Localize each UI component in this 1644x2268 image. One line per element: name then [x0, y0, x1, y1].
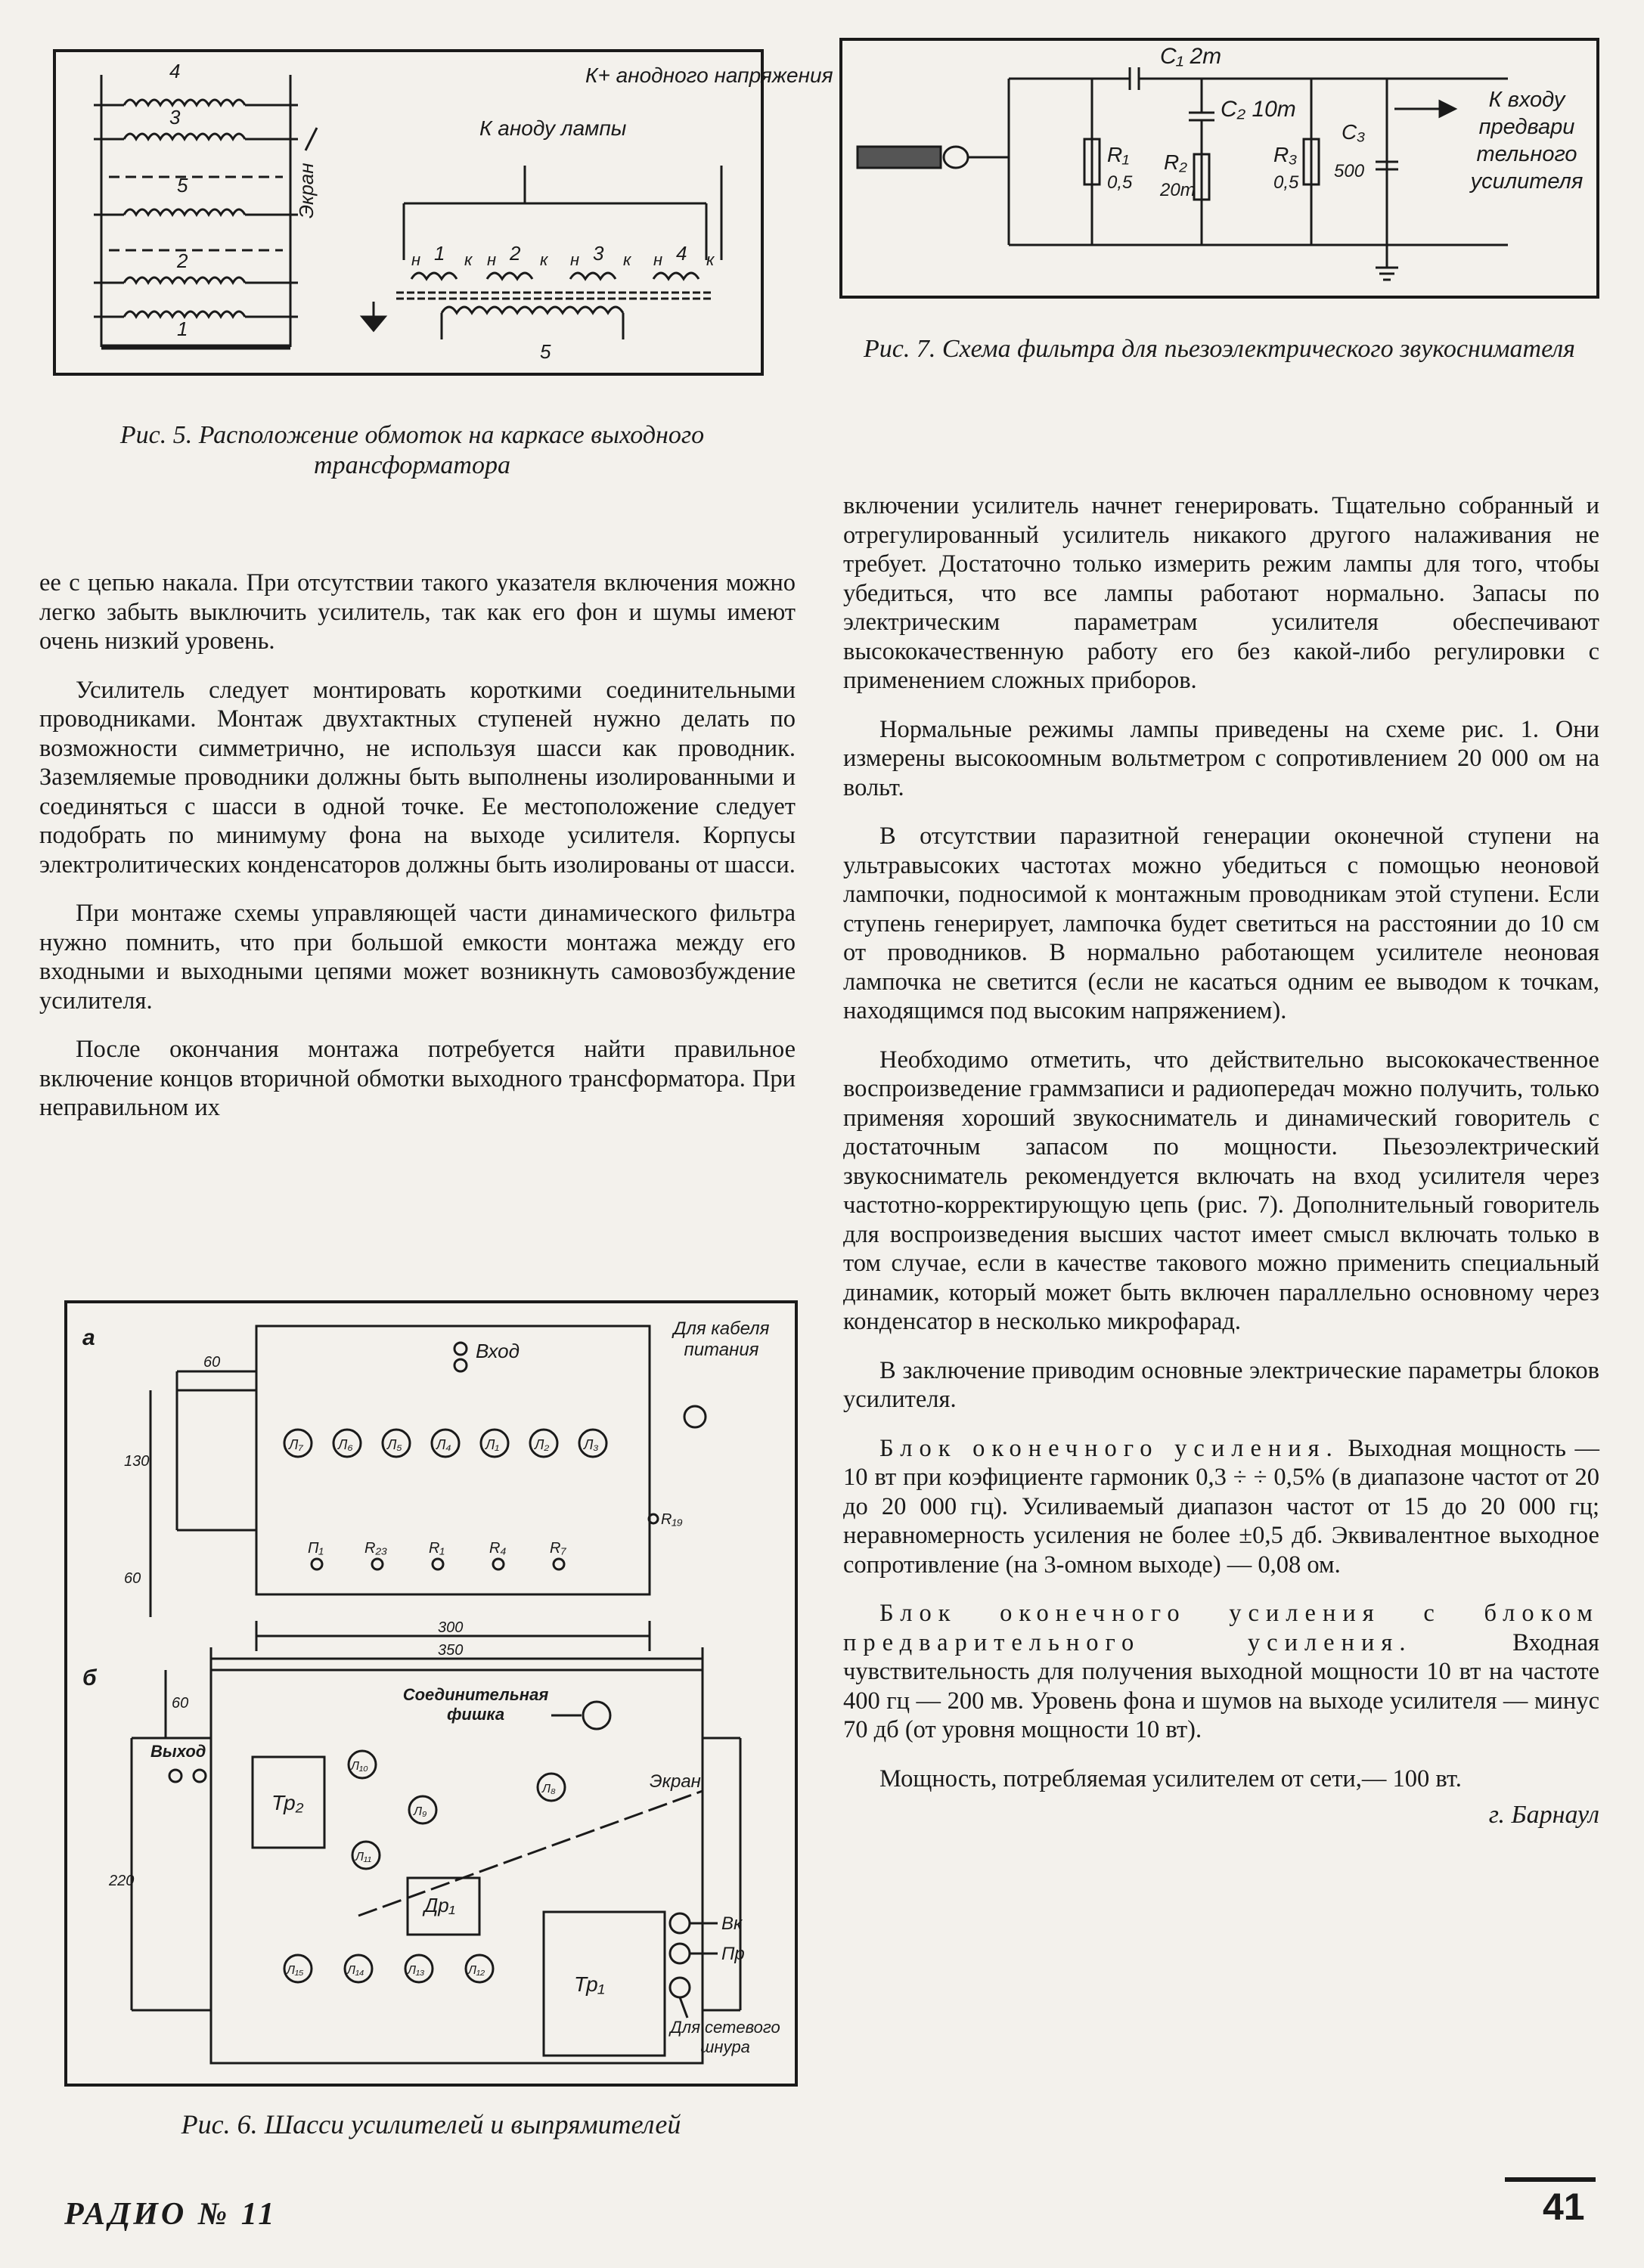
figure-6-frame [64, 1300, 798, 2087]
fig6-lamp-b-bottom-2: Л₁₄ [347, 1964, 364, 1977]
right-column [843, 491, 1599, 1830]
fig7-c2-label: C₂ 10т [1221, 97, 1296, 122]
right-paragraph-5: В заключение приводим основные электрические параметры блоков усилителя. [843, 1356, 1599, 1413]
fig5-section-3-k: к [623, 250, 631, 269]
fig5-winding-4: 4 [169, 60, 181, 82]
fig6-r19-label: R₁₉ [661, 1511, 683, 1528]
fig7-r3-value: 0,5 [1273, 172, 1299, 193]
fig6-pr-label: Пр [721, 1944, 745, 1964]
left-paragraph-3: При монтаже схемы управляющей части динамического фильтра нужно помнить, что при большой емкости монтажа между его входными и выходными цепями может возникнуть самовозбуждение усилителя. [39, 900, 796, 1015]
fig6-dim-60c: 60 [172, 1695, 189, 1712]
fig6-cable-label: Для кабеля питания [673, 1318, 770, 1360]
fig6-tr1-label: Тр₁ [574, 1972, 605, 1996]
left-paragraph-2: Усилитель следует монтировать короткими соединительными проводниками. Монтаж двухтактных ступеней нужно делать по возможности симметрично, не используя шасси как проводник. Заземляемые проводники должны быть выполнены изолированными и соединяться с шасси в одной точке. Ее местоположение следует подобрать по минимуму фона на выходе усилителя. Корпусы электролитических конденсаторов должны быть изолированы от шасси. [39, 676, 796, 878]
fig6-dim-60a: 60 [203, 1354, 221, 1371]
spec-2-body: Входная чувствительность для получения выходной мощности 10 вт на частоте 400 гц — 200 мв. Уровень фона и шумов на выходе усилителя — минус 70 дб (от уровня мощности 10 вт). [843, 1628, 1600, 1743]
fig6-bottom-3: R₁ [429, 1540, 445, 1557]
fig5-winding-5: 5 [177, 174, 188, 197]
fig6-lamp-a-1: Л₇ [289, 1437, 303, 1452]
fig6-lamp-a-4: Л₄ [436, 1437, 451, 1452]
spec-1-body: Выходная мощность — 10 вт при коэфициенте гармоник 0,3 ÷ ÷ 0,5% (в диапазоне частот от 20 до 20 000 гц). Усиливаемый диапазон частот от 15 до 20 000 гц; неравномерность усиления не более ±0,5 дб. Эквивалентное выходное сопротивление (на 3-омном выходе) — 0,08 ом. [843, 1434, 1600, 1579]
fig6-output-label: Выход [150, 1742, 206, 1761]
fig6-lamp-a-6: Л₂ [535, 1437, 550, 1452]
fig6-lamp-b-bottom-3: Л₁₃ [408, 1964, 425, 1977]
fig6-mark-a: а [82, 1325, 95, 1350]
fig5-section-2-k: к [540, 250, 548, 269]
footer-magazine: РАДИО № 11 [64, 2197, 278, 2232]
fig7-r1-value: 0,5 [1107, 172, 1133, 193]
footer-rule [1505, 2177, 1596, 2182]
fig5-section-1-num: 1 [434, 242, 445, 265]
fig6-bottom-4: R₄ [489, 1540, 507, 1557]
fig6-mark-b: б [82, 1665, 97, 1690]
figure-5-caption: Рис. 5. Расположение обмоток на каркасе выходного трансформатора [119, 421, 705, 479]
fig6-connector-label: Соединительная фишка [402, 1685, 549, 1724]
fig6-dim-350: 350 [438, 1642, 464, 1659]
fig5-anode-plus-label: К+ анодного напряжения [585, 64, 833, 87]
fig6-bottom-2: R₂₃ [364, 1540, 387, 1557]
fig6-lamp-b-top-2: Л₉ [414, 1805, 427, 1818]
figure-7-caption: Рис. 7. Схема фильтра для пьезоэлектрического звукоснимателя [864, 335, 1575, 363]
left-paragraph-4: После окончания монтажа потребуется найти правильное включение концов вторичной обмотки выходного трансформатора. При неправильном их [39, 1036, 796, 1121]
right-paragraph-1: включении усилитель начнет генерировать. Тщательно собранный и отрегулированный усилитель никакого другого налаживания не требует. Достаточно только измерить режим лампы для того, чтобы убедиться, что все лампы работают нормально. Запасы по электрическим параметрам усилителя обеспечивают высококачественную работу его без какой-либо регулировки с применением сложных приборов. [843, 492, 1599, 694]
fig6-bottom-5: R₇ [550, 1540, 566, 1557]
fig5-screen-label: Экран [295, 163, 318, 218]
fig6-dim-300: 300 [438, 1619, 464, 1636]
fig6-lamp-a-5: Л₁ [485, 1437, 500, 1452]
fig7-r1-label: R₁ [1107, 143, 1130, 166]
fig6-input-label: Вход [476, 1340, 520, 1362]
left-column [39, 569, 796, 1123]
fig7-c1-label: C₁ 2т [1160, 44, 1222, 69]
fig7-r2-value: 20т [1160, 180, 1196, 200]
city-signature: г. Барнаул [1488, 1801, 1599, 1829]
fig6-mains-label: Для сетевого шнура [670, 2018, 780, 2056]
fig5-winding-1: 1 [177, 318, 188, 340]
fig6-lamp-a-7: Л₃ [584, 1437, 599, 1452]
fig7-c3-value: 500 [1334, 161, 1365, 181]
fig5-anode-lamp-label: К аноду лампы [479, 116, 627, 140]
left-paragraph-1: ее с цепью накала. При отсутствии такого указателя включения можно легко забыть выключить усилитель, так как его фон и шумы имеют очень низкий уровень. [39, 569, 796, 655]
fig5-winding-2: 2 [177, 249, 188, 272]
fig6-lamp-b-top-1: Л₁₀ [351, 1760, 368, 1773]
fig6-lamp-b-top-3: Л₈ [542, 1783, 556, 1796]
fig7-r3-label: R₃ [1273, 143, 1298, 166]
figure-6-diagram [67, 1303, 795, 2084]
spec-2-heading: Блок оконечного усиления с блоком предварительного усиления. [843, 1600, 1599, 1656]
fig6-lamp-b-bottom-1: Л₁₅ [287, 1964, 304, 1977]
figure-5-frame [53, 49, 833, 376]
fig6-tr2-label: Тр₂ [271, 1791, 304, 1814]
fig6-lamp-b-bottom-4: Л₁₂ [468, 1964, 485, 1977]
fig5-section-4-n: н [653, 250, 663, 269]
figure-7-frame [839, 38, 1599, 299]
fig5-section-3-num: 3 [593, 242, 604, 265]
fig6-lamp-a-3: Л₅ [387, 1437, 402, 1452]
fig5-section-4-num: 4 [676, 242, 687, 265]
spec-1-heading: Блок оконечного усиления. [879, 1434, 1339, 1462]
fig6-dim-60b: 60 [124, 1570, 141, 1587]
fig6-dim-130: 130 [124, 1453, 150, 1470]
figure-5-diagram [56, 52, 833, 373]
fig5-section-3-n: н [570, 250, 580, 269]
fig5-winding-3: 3 [169, 106, 181, 129]
figure-6-caption: Рис. 6. Шасси усилителей и выпрямителей [181, 2109, 681, 2139]
fig5-section-1-n: н [411, 250, 421, 269]
fig6-dr1-label: Др₁ [424, 1894, 455, 1916]
right-paragraph-3: В отсутствии паразитной генерации оконечной ступени на ультравысоких частотах можно убедиться с помощью неоновой лампочки, подносимой к монтажным проводникам этой ступени. Если ступень генерирует, лампочка будет светиться на расстоянии до 10 см от проводников. В нормально работающем усилителе неоновая лампочка не светится (если не касаться одним ее выводом к точкам, находящимся под высоким напряжением). [843, 823, 1599, 1024]
fig6-vk-label: Вк [721, 1913, 743, 1934]
fig7-c3-label: C₃ [1342, 120, 1366, 144]
fig6-screen-label: Экран [650, 1771, 701, 1792]
spec-block-1 [843, 1434, 1599, 1580]
fig6-bottom-1: П₁ [308, 1540, 324, 1557]
fig6-dim-220: 220 [109, 1873, 135, 1889]
figure-7-diagram [842, 41, 1596, 296]
right-paragraph-2: Нормальные режимы лампы приведены на схеме рис. 1. Они измерены высокоомным вольтметром с сопротивлением 20 000 ом на вольт. [843, 715, 1599, 801]
fig6-lamp-a-2: Л₆ [338, 1437, 353, 1452]
fig5-bottom-number: 5 [540, 340, 551, 363]
fig5-section-1-k: к [464, 250, 473, 269]
fig7-output-label: К входу предвари тельного усилителя [1470, 88, 1584, 194]
fig5-section-4-k: к [706, 250, 715, 269]
fig6-lamp-b-mid: Л₁₁ [355, 1851, 372, 1864]
page-number: 41 [1543, 2186, 1585, 2228]
spec-block-2 [843, 1599, 1599, 1745]
fig5-section-2-num: 2 [510, 242, 521, 265]
power-consumption: Мощность, потребляемая усилителем от сети,— 100 вт. [879, 1765, 1462, 1792]
fig5-section-2-n: н [487, 250, 497, 269]
right-paragraph-4: Необходимо отметить, что действительно высококачественное воспроизведение граммзаписи и радиопередач можно получить, только применяя хороший звукосниматель и динамический говоритель с достаточным запасом по мощности. Пьезоэлектрический звукосниматель рекомендуется включать на вход усилителя через частотно-корректирующую цепь (рис. 7). Дополнительный говоритель для воспроизведения высших частот имеет смысл включать только в том случае, если в качестве такового можно применить специальный динамик, который может быть включен параллельно основному через конденсатор в несколько микрофарад. [843, 1046, 1599, 1335]
fig7-r2-label: R₂ [1164, 150, 1187, 174]
